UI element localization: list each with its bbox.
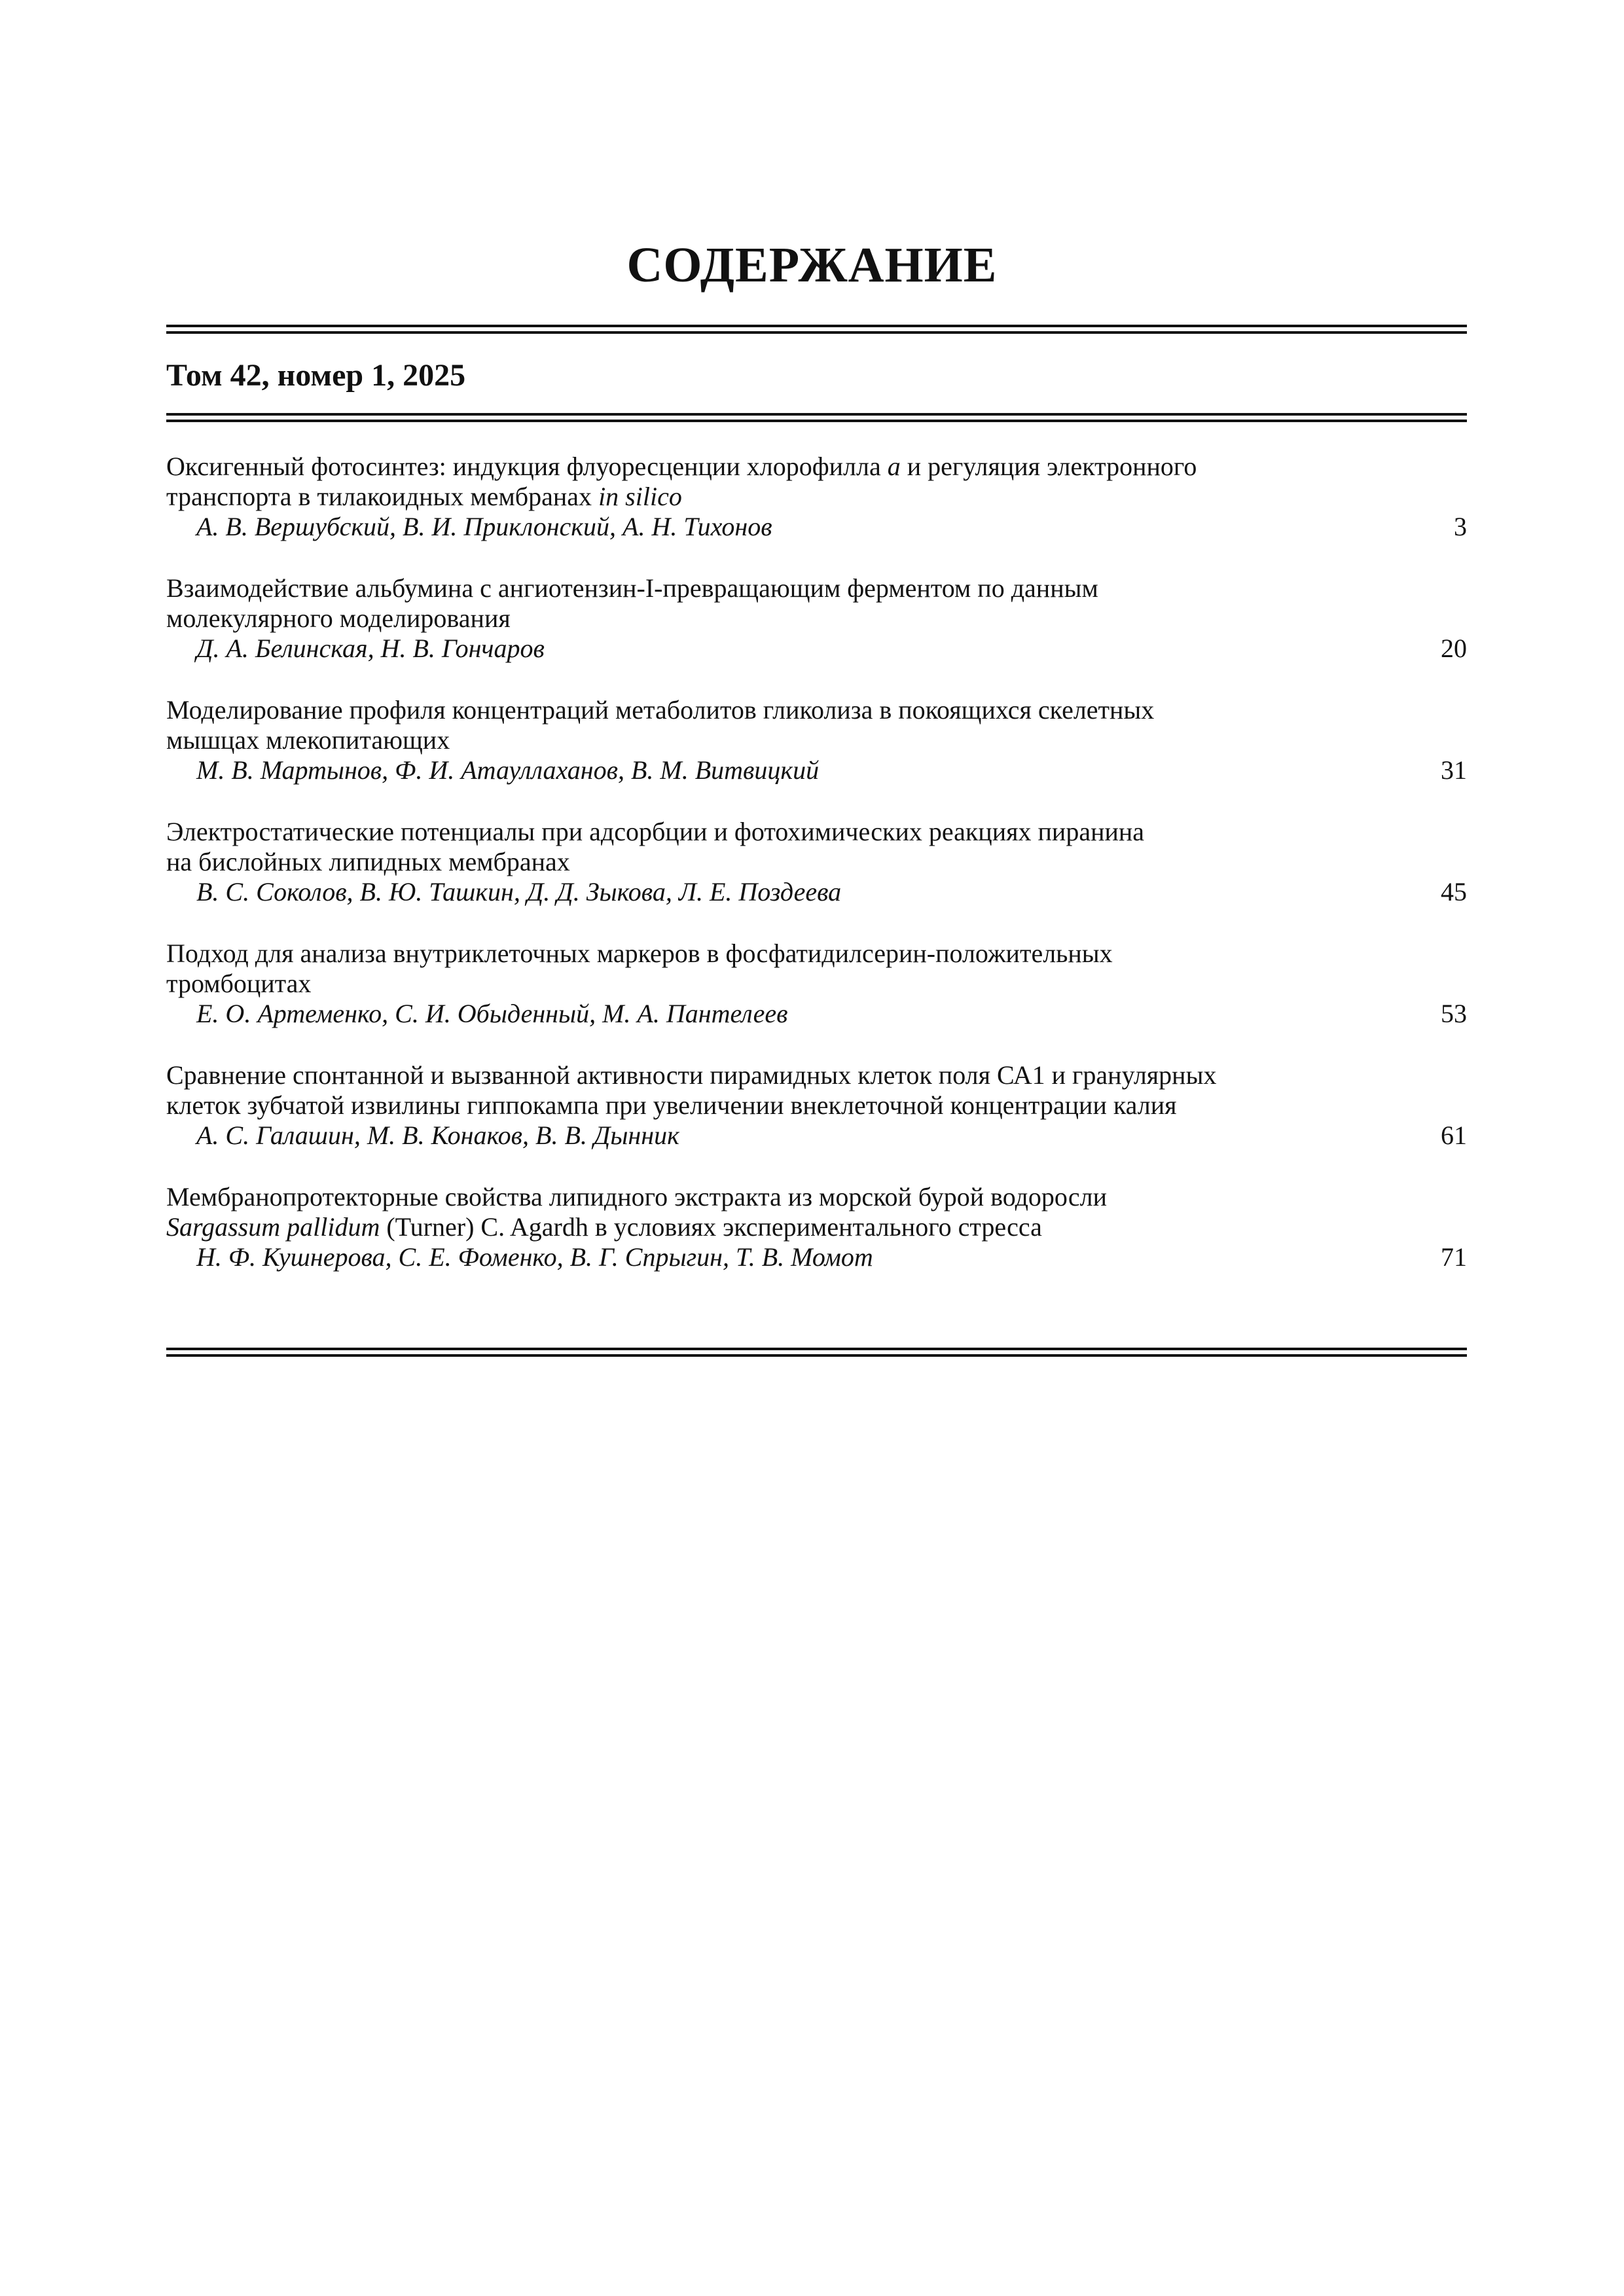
toc-entry[interactable] — [166, 1182, 1467, 1304]
entry-page-number: 31 — [1441, 755, 1467, 785]
page-title: СОДЕРЖАНИЕ — [626, 238, 998, 293]
issue-heading: Том 42, номер 1, 2025 — [166, 358, 466, 393]
toc-entry[interactable] — [166, 817, 1467, 939]
bottom-double-rule — [166, 1348, 1467, 1357]
entry-authors: А. С. Галашин, М. В. Конаков, В. В. Дынник — [196, 1121, 679, 1150]
entry-authors: Д. А. Белинская, Н. В. Гончаров — [196, 634, 545, 663]
entry-page-number: 20 — [1441, 634, 1467, 663]
top-double-rule — [166, 325, 1467, 334]
entry-page-number: 53 — [1441, 999, 1467, 1028]
toc-entry[interactable] — [166, 452, 1467, 573]
toc-entry[interactable] — [166, 939, 1467, 1060]
toc-entry[interactable] — [166, 695, 1467, 817]
entry-authors: Н. Ф. Кушнерова, С. Е. Фоменко, В. Г. Спрыгин, Т. В. Момот — [196, 1242, 873, 1272]
toc-entry[interactable] — [166, 1060, 1467, 1182]
entry-title: Оксигенный фотосинтез: индукция флуоресценции хлорофилла a и регуляция электронного транспорта в тилакоидных мембранах in silico — [166, 452, 1197, 511]
entry-title: Электростатические потенциалы при адсорбции и фотохимических реакциях пиранина на бислойных липидных мембранах — [166, 817, 1145, 876]
entry-title: Подход для анализа внутриклеточных маркеров в фосфатидилсерин-положительных тромбоцитах — [166, 939, 1113, 998]
entry-authors: А. В. Вершубский, В. И. Приклонский, А. Н. Тихонов — [196, 512, 772, 541]
entry-title: Моделирование профиля концентраций метаболитов гликолиза в покоящихся скелетных мышцах млекопитающих — [166, 695, 1155, 755]
entry-page-number: 45 — [1441, 877, 1467, 906]
entry-title: Взаимодействие альбумина с ангиотензин-I-превращающим ферментом по данным молекулярного моделирования — [166, 573, 1098, 633]
entry-authors: В. С. Соколов, В. Ю. Ташкин, Д. Д. Зыкова, Л. Е. Поздеева — [196, 877, 842, 906]
entry-title: Сравнение спонтанной и вызванной активности пирамидных клеток поля СА1 и гранулярных клеток зубчатой извилины гиппокампа при увеличении внеклеточной концентрации калия — [166, 1060, 1217, 1120]
entry-page-number: 71 — [1441, 1242, 1467, 1272]
toc-entry[interactable] — [166, 573, 1467, 695]
entry-authors: М. В. Мартынов, Ф. И. Атауллаханов, В. М. Витвицкий — [196, 755, 820, 785]
entry-authors: Е. О. Артеменко, С. И. Обыденный, М. А. Пантелеев — [196, 999, 788, 1028]
issue-double-rule — [166, 413, 1467, 422]
entry-page-number: 61 — [1441, 1121, 1467, 1150]
entry-page-number: 3 — [1454, 512, 1467, 541]
entry-title: Мембранопротекторные свойства липидного экстракта из морской бурой водоросли Sargassum pallidum (Turner) C. Agardh в условиях экспериментального стресса — [166, 1182, 1108, 1242]
table-of-contents — [166, 452, 1467, 1304]
